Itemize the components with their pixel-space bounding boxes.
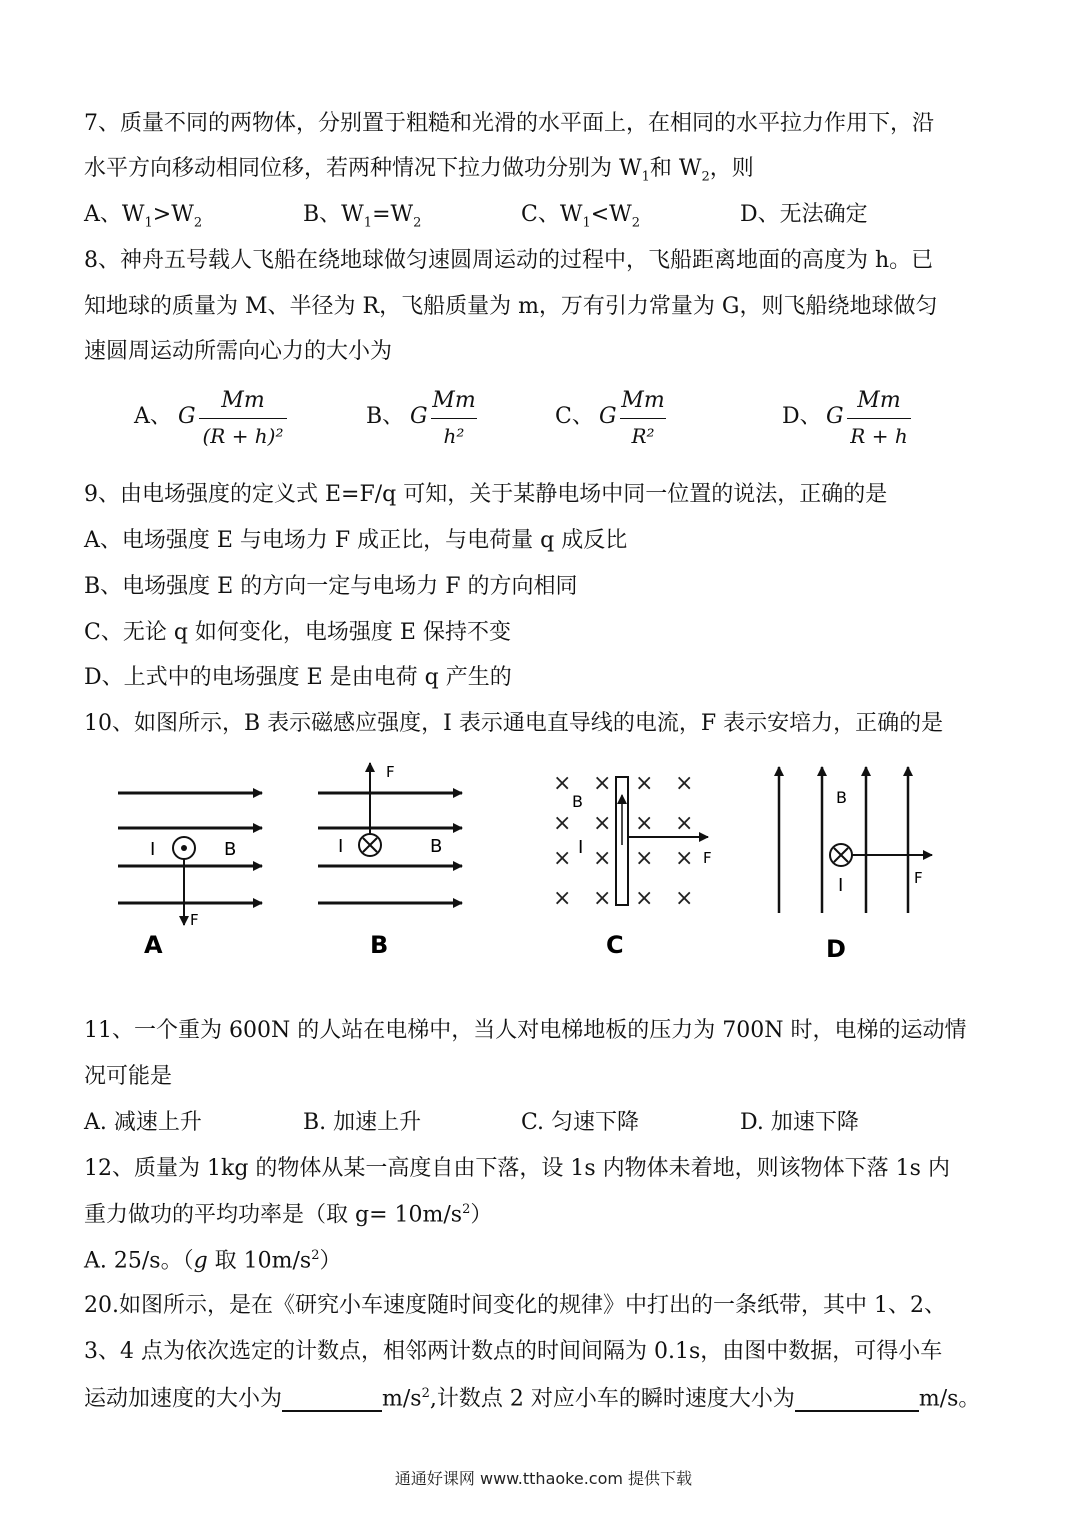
figure-c-caption: C [606, 931, 624, 959]
svg-text:×: × [635, 771, 654, 796]
q7-line2: 水平方向移动相同位移，若两种情况下拉力做功分别为 $W_1$和 $W_2$，则 [84, 156, 754, 185]
q7-line1: 7、质量不同的两物体，分别置于粗糙和光滑的水平面上，在相同的水平拉力作用下，沿 [84, 111, 934, 136]
q8-option-b-label: B、 [366, 404, 405, 429]
q12-line3: A. 25/s。（g 取 $10m/s^2$） [84, 1248, 342, 1274]
figure-a-caption: A [144, 931, 163, 959]
svg-text:×: × [675, 771, 694, 796]
denominator: (R + h)² [202, 424, 284, 448]
denominator: h² [443, 424, 465, 448]
field-label: B [224, 839, 237, 860]
q12-line1: 12、质量为 1kg 的物体从某一高度自由下落，设 1s 内物体未着地，则该物体下落 1s 内 [84, 1156, 950, 1181]
q8-line3: 速圆周运动所需向心力的大小为 [84, 339, 393, 364]
svg-text:×: × [675, 886, 694, 911]
svg-text:F: F [386, 763, 395, 781]
q9-option-c: C、无论 q 如何变化，电场强度 E 保持不变 [84, 620, 511, 645]
svg-text:I: I [338, 836, 344, 857]
svg-text:×: × [675, 846, 694, 871]
numerator: Mm [432, 388, 476, 413]
q20-line2: 3、4 点为依次选定的计数点，相邻两计数点的时间间隔为 0.1s，由图中数据，可得小车 [84, 1339, 943, 1364]
q11-option-c: C. 匀速下降 [521, 1110, 640, 1135]
q8-option-c-label: C、 [555, 404, 594, 429]
svg-text:×: × [635, 811, 654, 836]
q8-option-a-g: G [178, 404, 196, 429]
figure-d [779, 767, 932, 963]
figure-c [553, 771, 712, 959]
q8-option-c-fraction [620, 388, 666, 450]
numerator: Mm [621, 388, 665, 413]
figure-b [318, 763, 462, 959]
q11-option-b: B. 加速上升 [303, 1110, 422, 1135]
svg-text:×: × [593, 846, 612, 871]
q8-option-b-fraction [431, 388, 477, 450]
numerator: Mm [221, 388, 265, 413]
svg-text:I: I [578, 837, 584, 858]
svg-text:×: × [553, 886, 572, 911]
q11-line1: 11、一个重为 600N 的人站在电梯中，当人对电梯地板的压力为 700N 时，电梯的运动情 [84, 1018, 967, 1043]
q7-option-b: B、$W_1=W_2$ [303, 202, 422, 231]
svg-text:×: × [553, 771, 572, 796]
q9-option-a: A、电场强度 E 与电场力 F 成正比，与电荷量 q 成反比 [84, 528, 628, 553]
q9-stem: 9、由电场强度的定义式 E=F/q 可知，关于某静电场中同一位置的说法，正确的是 [84, 482, 888, 507]
q8-option-d-label: D、 [782, 404, 822, 429]
svg-text:×: × [553, 846, 572, 871]
svg-text:B: B [572, 792, 583, 811]
svg-text:×: × [593, 811, 612, 836]
q10-figure [100, 755, 980, 980]
figure-d-caption: D [826, 935, 846, 963]
svg-text:×: × [553, 811, 572, 836]
svg-text:×: × [635, 886, 654, 911]
svg-text:×: × [593, 886, 612, 911]
q9-option-b: B、电场强度 E 的方向一定与电场力 F 的方向相同 [84, 574, 578, 599]
q8-line2: 知地球的质量为 M、半径为 R，飞船质量为 m，万有引力常量为 G，则飞船绕地球做匀 [84, 294, 938, 319]
denominator: R² [631, 424, 655, 448]
svg-text:B: B [430, 836, 443, 857]
svg-text:×: × [593, 771, 612, 796]
q8-option-d-g: G [826, 404, 844, 429]
current-label: I [150, 839, 156, 860]
figure-a [118, 793, 262, 959]
q12-line2: 重力做功的平均功率是（取 $g= 10m/s^2$） [84, 1202, 493, 1228]
q20-line1: 20.如图所示，是在《研究小车速度随时间变化的规律》中打出的一条纸带，其中 1、2、 [84, 1293, 946, 1318]
q7-option-d: D、无法确定 [740, 202, 868, 227]
svg-text:B: B [836, 788, 847, 807]
q8-option-d-fraction [847, 388, 911, 450]
footer-watermark: 通通好课网 www.tthaoke.com 提供下载 [394, 1469, 693, 1488]
q8-option-a-fraction [199, 388, 287, 450]
denominator: R + h [850, 424, 908, 448]
answer-blank-velocity[interactable] [795, 1388, 919, 1412]
svg-text:I: I [838, 875, 844, 896]
numerator: Mm [857, 388, 901, 413]
svg-text:F: F [703, 849, 712, 867]
q20-line3: 运动加速度的大小为 $m/s^2$,计数点 2 对应小车的瞬时速度大小为 m/s。 [84, 1386, 981, 1412]
svg-text:F: F [914, 869, 923, 887]
q7-option-a: A、$W_1>W_2$ [84, 202, 203, 231]
q8-option-c-g: G [599, 404, 617, 429]
q11-option-a: A. 减速上升 [84, 1110, 202, 1135]
answer-blank-acceleration[interactable] [282, 1388, 382, 1412]
q9-option-d: D、上式中的电场强度 E 是由电荷 q 产生的 [84, 665, 512, 690]
q10-stem: 10、如图所示，B 表示磁感应强度，I 表示通电直导线的电流，F 表示安培力，正确的是 [84, 711, 944, 736]
svg-text:×: × [635, 846, 654, 871]
q8-option-a-label: A、 [134, 404, 172, 429]
force-label: F [190, 911, 199, 929]
svg-text:×: × [675, 811, 694, 836]
q7-option-c: C、$W_1<W_2$ [521, 202, 641, 231]
q8-option-b-g: G [410, 404, 428, 429]
q11-line2: 况可能是 [84, 1064, 173, 1089]
q8-line1: 8、神舟五号载人飞船在绕地球做匀速圆周运动的过程中，飞船距离地面的高度为 h。已 [84, 248, 934, 273]
q11-option-d: D. 加速下降 [740, 1110, 859, 1135]
figure-b-caption: B [370, 931, 389, 959]
